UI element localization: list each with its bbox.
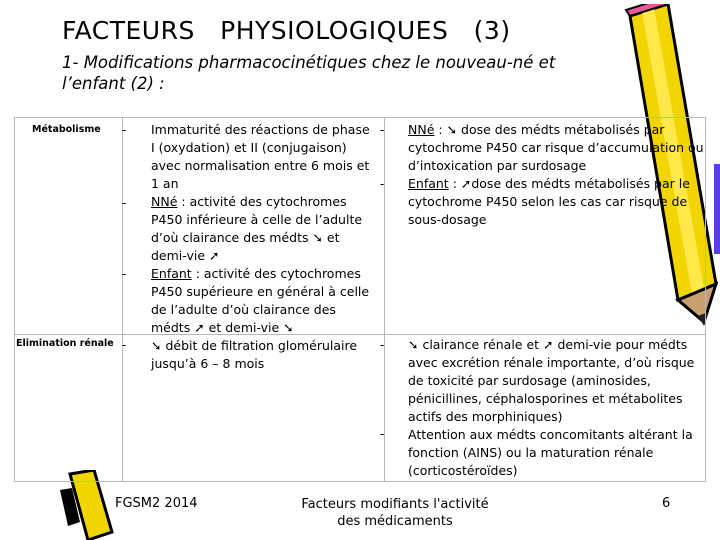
- metabolisme-left-cell: [151, 121, 377, 373]
- title-word-2: PHYSIOLOGIQUES: [220, 16, 449, 45]
- bullet-dash: -: [380, 123, 385, 137]
- list-item: [408, 175, 704, 229]
- elimination-right-cell: [408, 336, 704, 480]
- bullet-dash: -: [122, 123, 127, 137]
- bullet-dash: -: [122, 196, 127, 210]
- list-item: Attention aux médts concomitants altérant la fonction (AINS) ou la maturation rénale (corticostéroïdes): [408, 427, 693, 478]
- list-item: [151, 193, 377, 265]
- page-number: 6: [662, 496, 671, 511]
- bullet-dash: -: [380, 338, 385, 352]
- bullet-dash: -: [380, 427, 385, 441]
- list-item: ➘ débit de filtration glomérulaire jusqu’à 6 – 8 mois: [151, 338, 358, 371]
- slide-title: [62, 16, 511, 45]
- footer-center: Facteurs modifiants l'activité des médicaments: [301, 497, 489, 529]
- title-word-3: (3): [473, 16, 511, 45]
- bullet-dash: -: [122, 267, 127, 281]
- bullet-dash: -: [380, 177, 385, 191]
- item-text: : ➘ dose des médts métabolisés par cytochrome P450 car risque d’accumulation ou d’intoxication par surdosage: [408, 122, 704, 173]
- item-text: : ➚dose des médts métabolisés par le cytochrome P450 selon les cas car risque de sous-dosage: [408, 176, 690, 227]
- list-item: Immaturité des réactions de phase I (oxydation) et II (conjugaison) avec normalisation entre 6 mois et 1 an: [151, 122, 370, 191]
- row-label-metabolisme: Métabolisme: [32, 124, 101, 135]
- item-prefix: Enfant: [151, 266, 192, 281]
- title-word-1: FACTEURS: [62, 16, 195, 45]
- slide-subtitle: 1- Modifications pharmacocinétiques chez le nouveau-né et l’enfant (2) :: [62, 53, 556, 93]
- item-text: : activité des cytochromes P450 supérieure en général à celle de l’adulte d’où clairance des médts ➚ et demi-vie ➘: [151, 266, 370, 335]
- row-label-elimination: Elimination rénale: [16, 338, 114, 349]
- list-item: ➘ clairance rénale et ➚ demi-vie pour médts avec excrétion rénale importante, d’où risque de toxicité par surdosage (aminosides, pénicillines, céphalosporines et métabolites actifs des morphiniques): [408, 337, 695, 424]
- item-text: : activité des cytochromes P450 inférieure à celle de l’adulte d’où clairance des médts ➘ et demi-vie ➚: [151, 194, 363, 263]
- item-prefix: NNé: [151, 194, 178, 209]
- item-prefix: NNé: [408, 122, 435, 137]
- metabolisme-right-cell: [408, 121, 704, 229]
- bullet-dash: -: [122, 338, 127, 352]
- item-prefix: Enfant: [408, 176, 449, 191]
- footer-left: FGSM2 2014: [115, 496, 198, 511]
- list-item: [408, 121, 704, 175]
- list-item: [151, 265, 377, 337]
